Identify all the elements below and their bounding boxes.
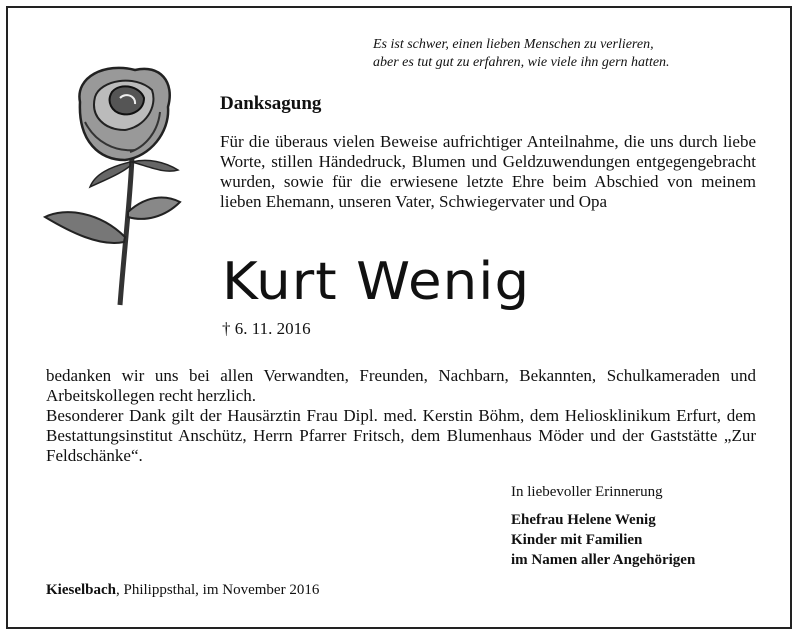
body-paragraph-1: bedanken wir uns bei allen Verwandten, Freunden, Nachbarn, Bekannten, Schulkameraden und Arbeitskollegen recht herzlich. bbox=[46, 366, 756, 405]
deceased-name: Kurt Wenig bbox=[222, 252, 531, 312]
thanks-body bbox=[46, 366, 756, 466]
signature-line-2: Kinder mit Familien bbox=[511, 532, 643, 548]
rose-icon bbox=[40, 62, 200, 307]
body-paragraph-2: Besonderer Dank gilt der Hausärztin Frau Dipl. med. Kerstin Böhm, dem Heliosklinikum Erfurt, dem Bestattungsinstitut Anschütz, Herrn Pfarrer Fritsch, dem Blumenhaus Möder und der Gaststätte „Zur Feldschänke“. bbox=[46, 406, 756, 465]
signature-line-3: im Namen aller Angehörigen bbox=[511, 552, 696, 568]
signature-block bbox=[511, 482, 695, 570]
signature-intro: In liebevoller Erinnerung bbox=[511, 484, 663, 500]
signature-line-1: Ehefrau Helene Wenig bbox=[511, 512, 656, 528]
quote-line-1: Es ist schwer, einen lieben Menschen zu verlieren, bbox=[373, 37, 654, 52]
intro-text bbox=[220, 132, 756, 212]
place-town: Kieselbach bbox=[46, 582, 116, 598]
intro-paragraph: Für die überaus vielen Beweise aufrichtiger Anteilnahme, die uns durch liebe Worte, stillen Händedruck, Blumen und Geldzuwendungen entgegengebracht wurden, sowie für die erwiesene letzte Ehre beim Abschied von meinem lieben Ehemann, unseren Vater, Schwiegervater und Opa bbox=[220, 132, 756, 211]
place-rest: , Philippsthal, im November 2016 bbox=[116, 582, 320, 598]
death-date: † 6. 11. 2016 bbox=[222, 319, 311, 338]
quote-line-2: aber es tut gut zu erfahren, wie viele ihn gern hatten. bbox=[373, 55, 670, 70]
memorial-quote bbox=[373, 36, 753, 72]
heading: Danksagung bbox=[220, 93, 322, 114]
place-date bbox=[46, 582, 319, 599]
